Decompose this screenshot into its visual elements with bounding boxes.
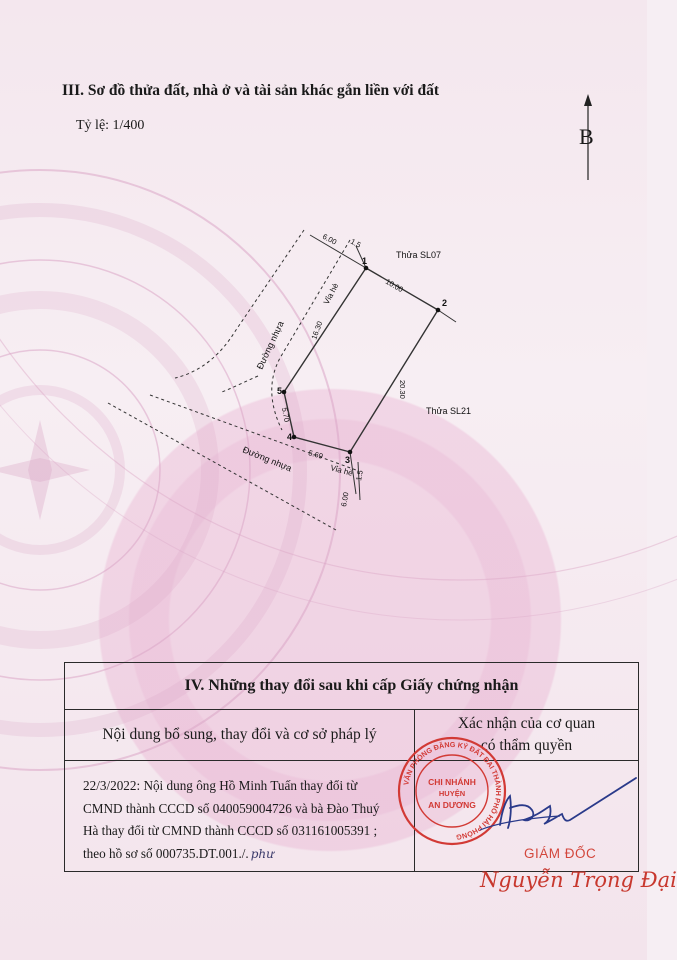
neighbor-right-label: Thửa SL21 (426, 406, 472, 416)
edge-4-5-length: 5.70 (280, 406, 292, 423)
edge-3-4-length: 5.69 (307, 448, 324, 461)
edge-1-2-length: 10.00 (384, 276, 405, 295)
column-header-content: Nội dung bổ sung, thay đổi và cơ sở pháp lý (65, 709, 415, 761)
road-edge-lower-2 (150, 395, 356, 470)
edge-5-1-length: 16.30 (309, 319, 325, 341)
bottom-road-width: 6.00 (339, 491, 351, 508)
point-1: 1 (362, 256, 368, 266)
neighbor-top-label: Thửa SL07 (396, 250, 442, 260)
change-entry (83, 775, 413, 865)
sidewalk-label-2: Vỉa hè (329, 463, 354, 478)
entry-line: 22/3/2022: Nội dung ông Hồ Minh Tuấn thay đổi từ (83, 778, 358, 793)
edge-2-3-length: 20.30 (398, 380, 407, 399)
bottom-sidewalk-width: 1.5 (354, 469, 365, 482)
sidewalk-label-1: Vỉa hè (321, 281, 341, 306)
director-signature (440, 770, 640, 840)
entry-line: Hà thay đổi từ CMND thành CCCD số 031161005391 ; (83, 823, 378, 838)
top-road-width: 6.00 (321, 231, 339, 247)
initials-signature: phư (250, 846, 274, 861)
road-label-1: Đường nhựa (254, 319, 286, 371)
changes-table (64, 662, 639, 872)
parcel-boundary (284, 268, 438, 452)
point-5: 5 (277, 386, 283, 396)
director-name: Nguyễn Trọng Đại (480, 868, 677, 892)
section-4-title: IV. Những thay đổi sau khi cấp Giấy chứng nhận (65, 663, 638, 710)
road-edge-upper-1 (175, 230, 304, 378)
north-label: B (579, 124, 594, 149)
stamp-outer-text: VĂN PHÒNG ĐĂNG KÝ ĐẤT ĐAI THÀNH PHỐ HẢI PHÒNG (401, 739, 504, 842)
top-sidewalk-width: 1.5 (349, 236, 363, 250)
stamp-line-2: HUYỆN (438, 789, 466, 798)
section-3-title: III. Sơ đồ thửa đất, nhà ở và tài sản khác gắn liền với đất (62, 82, 440, 99)
scale-label: Tỷ lệ: 1/400 (76, 118, 145, 133)
entry-line: CMND thành CCCD số 040059004726 và bà Đào Thuý (83, 800, 380, 816)
road-edge-lower-1 (108, 403, 336, 530)
point-2: 2 (442, 298, 448, 308)
point-3: 3 (345, 455, 351, 465)
stamp-line-3: AN DƯƠNG (428, 800, 476, 810)
entry-line: theo hồ sơ số 000735.DT.001./. phư (83, 843, 413, 866)
road-label-2: Đường nhựa (241, 444, 294, 474)
confirmation-line-2: có thẩm quyền (480, 737, 573, 754)
stamp-line-1: CHI NHÁNH (428, 777, 476, 787)
point-4: 4 (287, 432, 293, 442)
confirmation-line-1: Xác nhận của cơ quan (457, 715, 596, 732)
director-title: GIÁM ĐỐC (524, 846, 597, 861)
